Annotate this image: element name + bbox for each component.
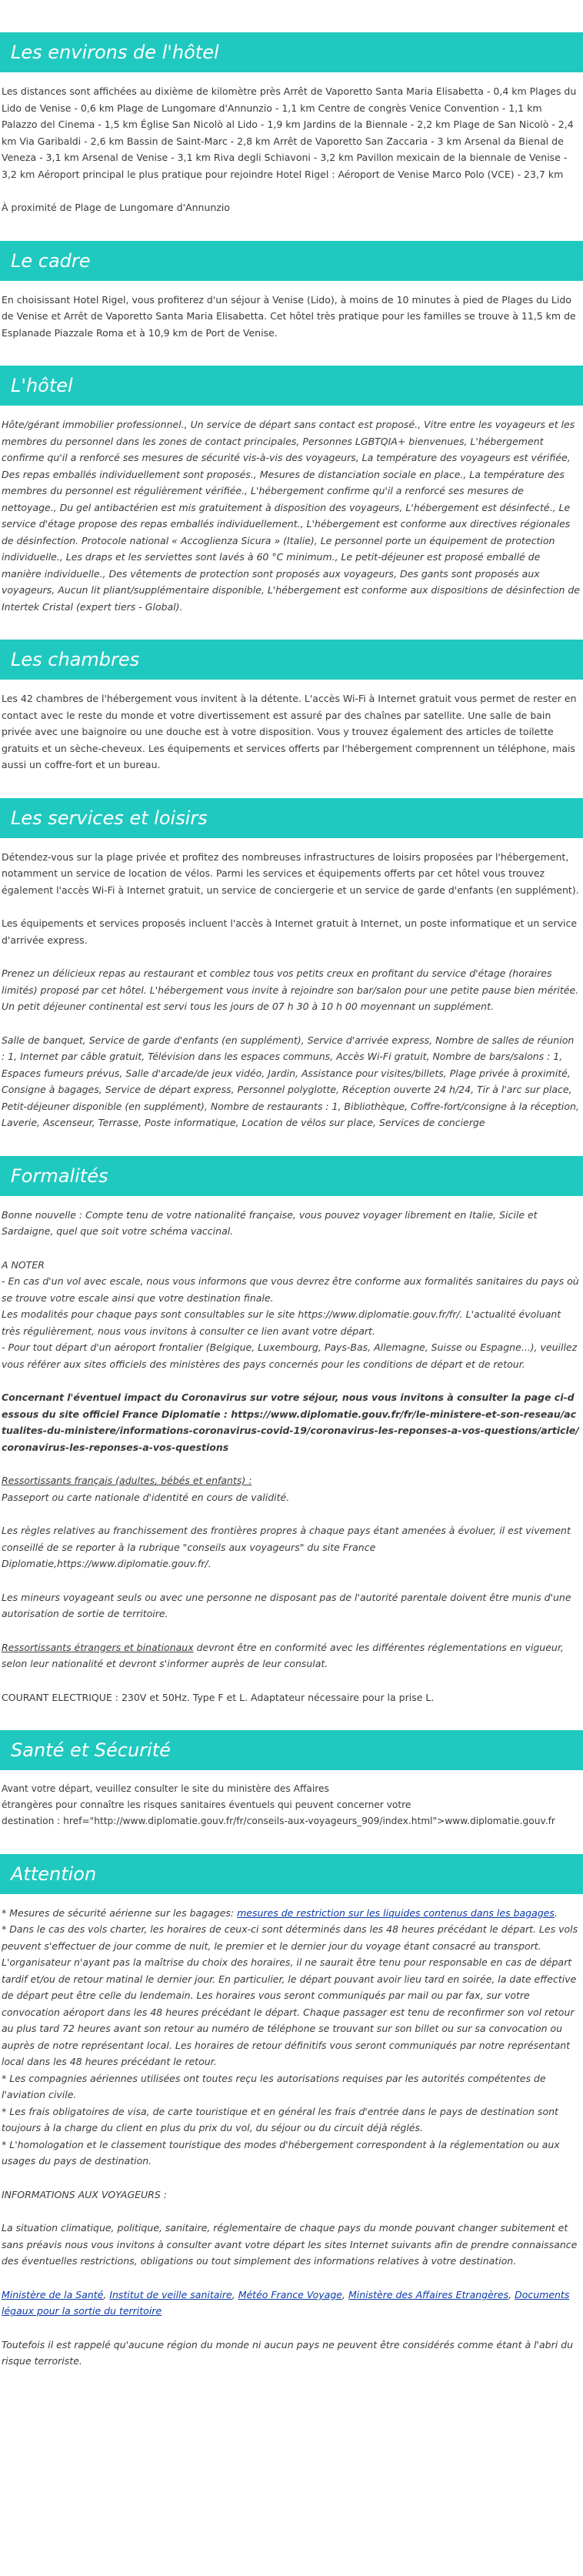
hotel-text: Hôte/gérant immobilier professionnel., Un service de départ sans contact est proposé., Vitre entre les voyageurs et les membres du personnel dans les zones de contact principales, Personnes LGBTQIA+ bienvenues, L'hébergement confirme qu'il a renforcé ses mesures de sécurité vis-à-vis des voyageurs, La température des voyageurs est vérifiée, Des repas emballés individuellement sont proposés., Mesures de distanciation sociale en place., La température des membres du personnel est régulièrement vérifiée., L'hébergement confirme qu'il a renforcé ses mesures de nettoyage., Du gel antibactérien est mis gratuitement à disposition des voyageurs, L'hébergement est désinfecté., Le service d'étage propose des repas emballés individuellement., L'hébergement est conforme aux directives régionales de désinfection. Protocole national « Accoglienza Sicura » (Italie), Le personnel porte un équipement de protection individuelle., Les draps et les serviettes sont lavés à 60 °C minimum., Le petit-déjeuner est proposé emballé de manière individuelle., Des vêtements de protection sont proposés aux voyageurs, Des gants sont proposés aux voyageurs, Aucun lit pliant/supplémentaire disponible, L'hébergement est conforme aux dispositions de désinfection de Intertek Cristal (expert tiers - Global). — [2, 419, 580, 613]
page — [0, 32, 583, 2405]
link-meteo-france[interactable]: Météo France Voyage — [238, 2288, 342, 2300]
section-header-environs: Les environs de l'hôtel — [0, 32, 583, 72]
section-header-services: Les services et loisirs — [0, 798, 583, 838]
formalites-ressortissants — [0, 1472, 583, 1505]
section-header-hotel: L'hôtel — [0, 366, 583, 406]
a-noter-line: Les modalités pour chaque pays sont consultables sur le site https://www.diplomatie.gouv.fr/fr/. L'actualité évoluant très régulièrement, nous vous invitons à consulter ce lien avant votre départ. — [2, 1308, 561, 1337]
link-ministere-sante[interactable]: Ministère de la Santé — [2, 2288, 104, 2300]
link-affaires-etrangeres[interactable]: Ministère des Affaires Etrangères — [348, 2288, 509, 2300]
formalites-intro: Bonne nouvelle : Compte tenu de votre nationalité française, vous pouvez voyager librement en Italie, Sicile et Sardaigne, quel que soit votre schéma vaccinal. — [2, 1208, 538, 1237]
formalites-mineurs: Les mineurs voyageant seuls ou avec une personne ne disposant pas de l'autorité parentale doivent être munis d'une autorisation de sortie de territoire. — [2, 1591, 571, 1619]
etrangers-link[interactable]: Ressortissants étrangers et binationaux — [2, 1641, 194, 1653]
section-header-sante: Santé et Sécurité — [0, 1730, 583, 1770]
mesures-suffix: . — [554, 1906, 558, 1919]
attention-dates: * Dans le cas des vols charter, les horaires de ceux-ci sont déterminés dans les 48 heures précédant le départ. Les vols peuvent s'effectuer de jour comme de nuit, le premier et le dernier jour du voyage étant consacré au transport. L'organisateur n'ayant pas la maîtrise du choix des horaires, il ne saurait être tenu pour responsable en cas de départ tardif et/ou de retour matinal le dernier jour. En particulier, le départ pouvant avoir lieu tard en soirée, la date effective de départ peut être celle du lendemain. Les horaires vous seront communiqués par mail ou par fax, sur votre convocation aéroport dans les 48 heures précédant le départ. Chaque passager est tenu de reconfirmer son vol retour au plus tard 72 heures avant son retour au numéro de téléphone se trouvant sur son billet ou sur sa convocation ou auprès de notre représentant local. Les horaires de retour définitifs vous seront communiqués par notre représentant local dans les 48 heures précédant le retour. — [2, 1923, 578, 2068]
services-p2: Les équipements et services proposés incluent l'accès à Internet gratuit à Internet, un poste informatique et un service d'arrivée express. — [2, 917, 578, 946]
infos-situation: La situation climatique, politique, sanitaire, réglementaire de chaque pays du monde pouvant changer subitement et sans préavis nous vous invitons à consulter avant votre départ les sites Internet suivants afin de prendre connaissance des éventuelles restrictions, obligations ou tout simplement des informations relatives à votre destination. — [2, 2222, 578, 2267]
section-header-attention: Attention — [0, 1854, 583, 1894]
attention-compagnies: * Les compagnies aériennes utilisées ont toutes reçu les autorisations requises par les autorités compétentes de l'aviation civile. — [2, 2072, 546, 2101]
link-veille-sanitaire[interactable]: Institut de veille sanitaire — [109, 2288, 232, 2300]
cadre-text: En choisissant Hotel Rigel, vous profiterez d'un séjour à Venise (Lido), à moins de 10 minutes à pied de Plages du Lido de Venise et Arrêt de Vaporetto Santa Maria Elisabetta. Cet hôtel très pratique pour les familles se trouve à 11,5 km de Esplanade Piazzale Roma et à 10,9 km de Port de Venise. — [2, 293, 576, 339]
services-p4: Salle de banquet, Service de garde d'enfants (en supplément), Service d'arrivée express, Nombre de salles de réunion : 1, Internet par câble gratuit, Télévision dans les espaces communs, Accès Wi-Fi gratuit, Nombre de bars/salons : 1, Espaces fumeurs prévus, Salle d'arcade/de jeux vidéo, Jardin, Assistance pour visites/billets, Plage privée à proximité, Consigne à bagages, Service de départ express, Personnel polyglotte, Réception ouverte 24 h/24, Tir à l'arc sur place, Petit-déjeuner disponible (en supplément), Nombre de restaurants : 1, Bibliothèque, Coffre-fort/consigne à la réception, Laverie, Ascenseur, Terrasse, Poste informatique, Location de vélos sur place, Services de concierge — [2, 1034, 579, 1128]
attention-frais: * Les frais obligatoires de visa, de carte touristique et en général les frais d'entrée dans le pays de destination sont toujours à la charge du client en plus du prix du vol, du séjour ou du circuit déjà réglés. — [2, 2105, 558, 2134]
infos-title: INFORMATIONS AUX VOYAGEURS : — [2, 2188, 167, 2200]
sante-text — [0, 1781, 583, 1829]
link-documents-legaux[interactable]: Documents légaux pour la sortie du territoire — [2, 2288, 570, 2317]
sante-line: Avant votre départ, veuillez consulter le site du ministère des Affaires — [2, 1783, 329, 1794]
sante-line: destination : href="http://www.diplomatie.gouv.fr/fr/conseils-aux-voyageurs_909/index.html">www.diplomatie.gouv.fr — [2, 1815, 555, 1826]
formalites-etrangers — [0, 1639, 583, 1672]
a-noter-title: A NOTER — [2, 1258, 45, 1271]
services-p1: Détendez-vous sur la plage privée et profitez des nombreuses infrastructures de loisirs proposées par l'hébergement, notamment un service de location de vélos. Parmi les services et équipements offerts par cet hôtel vous trouvez également l'accès Wi-Fi à Internet gratuit, un service de conciergerie et un service de garde d'enfants (en supplément). — [2, 850, 579, 896]
services-p3: Prenez un délicieux repas au restaurant et comblez tous vos petits creux en profitant du service d'étage (horaires limités) proposé par cet hôtel. L'hébergement vous invite à rejoindre son bar/salon pour une petite pause bien méritée. Un petit déjeuner continental est servi tous les jours de 07 h 30 à 10 h 00 moyennant un supplément. — [2, 967, 579, 1012]
mesures-prefix: * Mesures de sécurité aérienne sur les bagages: — [2, 1906, 238, 1919]
ressortissants-title: Ressortissants français (adultes, bébés et enfants) : — [2, 1475, 252, 1486]
etrangers-rest: devront être en conformité avec les différentes réglementations en vigueur, selon leur nationalité et devront s'informer auprès de leur consulat. — [2, 1641, 564, 1669]
section-header-chambres: Les chambres — [0, 640, 583, 680]
infos-links: Ministère de la Santé, Institut de veille sanitaire, Météo France Voyage, Ministère des Affaires Etrangères, Documents légaux pour la sortie du territoire — [2, 2288, 570, 2317]
infos-rappel: Toutefois il est rappelé qu'aucune région du monde ni aucun pays ne peuvent être considérés comme étant à l'abri du risque terroriste. — [2, 2338, 574, 2367]
environs-proximite: À proximité de Plage de Lungomare d'Annunzio — [2, 202, 230, 213]
environs-text: Les distances sont affichées au dixième de kilomètre près Arrêt de Vaporetto Santa Maria Elisabetta - 0,4 km Plages du Lido de Venise - 0,6 km Plage de Lungomare d'Annunzio - 1,1 km Centre de congrès Venice Convention - 1,1 km Palazzo del Cinema - 1,5 km Église San Nicolò al Lido - 1,9 km Jardins de la Biennale - 2,2 km Plage de San Nicolò - 2,4 km Via Garibaldi - 2,6 km Bassin de Saint-Marc - 2,8 km Arrêt de Vaporetto San Zaccaria - 3 km Arsenal da Bienal de Veneza - 3,1 km Arsenal de Venise - 3,1 km Riva degli Schiavoni - 3,2 km Pavillon mexicain de la biennale de Venise - 3,2 km Aéroport principal le plus pratique pour rejoindre Hotel Rigel : Aéroport de Venise Marco Polo (VCE) - 23,7 km — [2, 85, 577, 180]
a-noter-line: - En cas d'un vol avec escale, nous vous informons que vous devrez être conforme aux formalités sanitaires du pays où se trouve votre escale ainsi que votre destination finale. — [2, 1275, 579, 1304]
chambres-text: Les 42 chambres de l'hébergement vous invitent à la détente. L'accès Wi-Fi à Internet gratuit vous permet de rester en contact avec le reste du monde et votre divertissement est assuré par des chaînes par satellite. Une salle de bain privée avec une baignoire ou une douche est à votre disposition. Vous y trouvez également des articles de toilette gratuits et un sèche-cheveux. Les équipements et services offerts par l'hébergement comprennent un téléphone, mais aussi un coffre-fort et un bureau. — [2, 693, 577, 770]
section-header-cadre: Le cadre — [0, 241, 583, 281]
formalites-a-noter — [0, 1257, 583, 1373]
formalites-coronavirus: Concernant l'éventuel impact du Coronavirus sur votre séjour, nous vous invitons à consulter la page ci-dessous du site officiel France Diplomatie : https://www.diplomatie.gouv.fr/fr/le-ministere-et-son-reseau/actualites-du-ministere/informations-coronavirus-covid-19/coronavirus-les-reponses-a-vos-questions/article/coronavirus-les-reponses-a-vos-questions — [2, 1392, 579, 1453]
mesures-link[interactable]: mesures de restriction sur les liquides contenus dans les bagages — [237, 1906, 555, 1919]
attention-homologation: * L'homologation et le classement touristique des modes d'hébergement correspondent à la réglementation ou aux usages du pays de destination. — [2, 2138, 560, 2167]
attention-mesures — [2, 1905, 580, 1922]
ressortissants-text: Passeport ou carte nationale d'identité en cours de validité. — [2, 1491, 290, 1503]
sante-line: étrangères pour connaître les risques sanitaires éventuels qui peuvent concerner votre — [2, 1799, 411, 1810]
formalites-regles: Les règles relatives au franchissement des frontières propres à chaque pays étant amenées à évoluer, il est vivement conseillé de se reporter à la rubrique "conseils aux voyageurs" du site France Diplomatie,https://www.diplomatie.gouv.fr/. — [2, 1525, 571, 1569]
attention-list — [0, 1905, 583, 2170]
section-header-formalites: Formalités — [0, 1156, 583, 1196]
a-noter-line: - Pour tout départ d'un aéroport frontalier (Belgique, Luxembourg, Pays-Bas, Allemagne, Suisse ou Espagne...), veuillez vous référer aux sites officiels des ministères des pays concernés pour les conditions de départ et de retour. — [2, 1341, 578, 1370]
formalites-courant: COURANT ELECTRIQUE : 230V et 50Hz. Type F et L. Adaptateur nécessaire pour la prise L. — [2, 1691, 435, 1703]
